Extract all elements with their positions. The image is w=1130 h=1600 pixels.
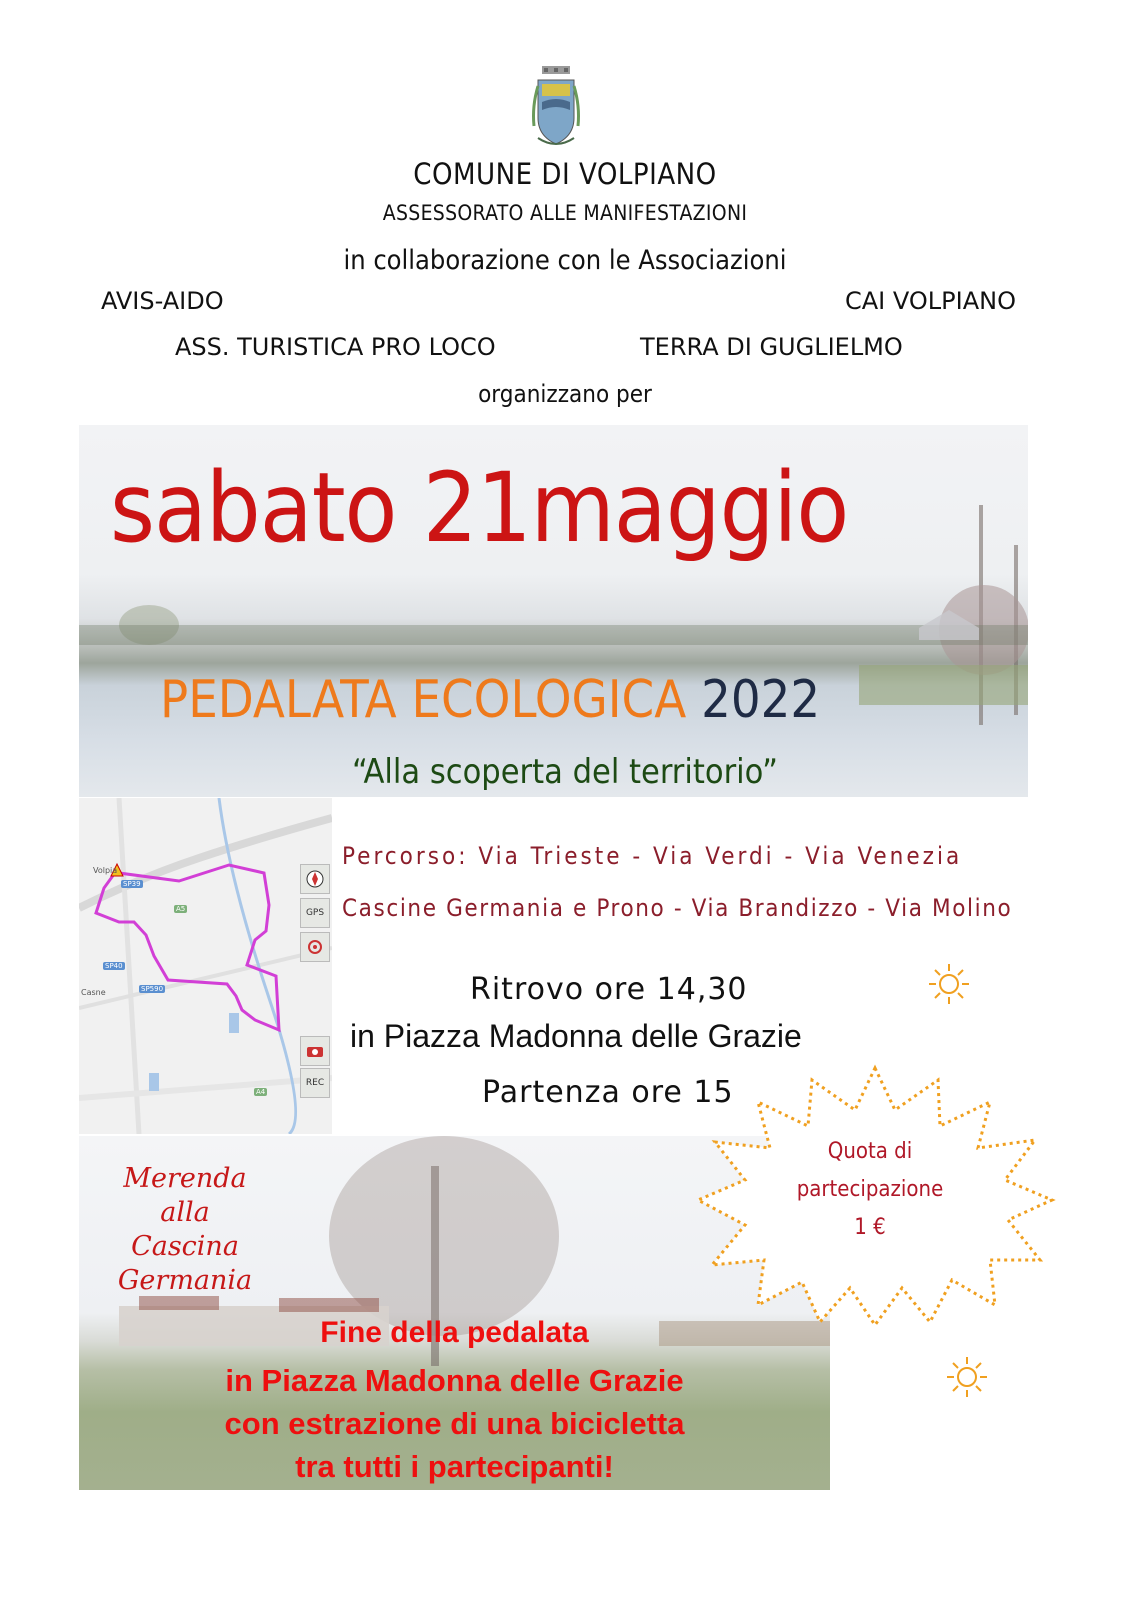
departure-time: Partenza ore 15 [482, 1075, 734, 1110]
record-button[interactable] [300, 1068, 330, 1098]
map-road-label: SP590 [141, 985, 164, 993]
record-label: REC [305, 1078, 325, 1088]
map-road-label: SP39 [123, 880, 141, 888]
town-crest-logo [528, 66, 584, 150]
map-label-casne: Casne [81, 988, 106, 997]
fee-amount: 1 € [854, 1215, 886, 1240]
municipality-title: COMUNE DI VOLPIANO [413, 157, 717, 191]
map-road-label: SP40 [105, 962, 123, 970]
map-road-label: A4 [256, 1088, 266, 1096]
participation-fee [770, 1133, 970, 1247]
route-line-2: Cascine Germania e Prono - Via Brandizzo - Via Molino [342, 894, 1013, 922]
fee-line: partecipazione [796, 1177, 944, 1202]
route-line-1: Percorso: Via Trieste - Via Verdi - Via Venezia [342, 842, 963, 870]
association-avis-aido: AVIS-AIDO [101, 287, 224, 315]
finish-line-3: con estrazione di una bicicletta [224, 1406, 685, 1441]
association-terra-di-guglielmo: TERRA DI GUGLIELMO [640, 333, 903, 361]
association-pro-loco: ASS. TURISTICA PRO LOCO [175, 333, 496, 361]
finish-line-4: tra tutti i partecipanti! [295, 1449, 614, 1484]
meeting-time: Ritrovo ore 14,30 [470, 972, 748, 1007]
gps-label: GPS [305, 908, 325, 918]
collaboration-text: in collaborazione con le Associazioni [343, 245, 787, 276]
snack-note [100, 1162, 270, 1298]
locate-icon[interactable] [300, 932, 330, 962]
meeting-place: in Piazza Madonna delle Grazie [350, 1018, 802, 1054]
event-title [160, 670, 820, 730]
event-date: sabato 21maggio [110, 452, 849, 564]
gps-button[interactable] [300, 898, 330, 928]
compass-icon[interactable] [300, 864, 330, 894]
route-map [79, 798, 332, 1134]
snack-note-line: Cascina [131, 1231, 239, 1262]
event-subtitle: “Alla scoperta del territorio” [352, 752, 778, 792]
sun-icon [927, 962, 971, 1006]
organize-text: organizzano per [478, 380, 652, 408]
snack-note-line: Germania [117, 1265, 253, 1296]
fee-line: Quota di [827, 1139, 913, 1164]
department-title: ASSESSORATO ALLE MANIFESTAZIONI [382, 201, 748, 225]
snack-note-line: Merenda alla [123, 1163, 247, 1228]
event-title-text: PEDALATA ECOLOGICA [160, 670, 687, 730]
finish-line-1: Fine della pedalata [320, 1316, 589, 1349]
finish-line-2: in Piazza Madonna delle Grazie [225, 1363, 684, 1398]
camera-icon[interactable] [300, 1036, 330, 1066]
map-road-label: A5 [176, 905, 186, 913]
sun-icon [945, 1355, 989, 1399]
association-cai: CAI VOLPIANO [845, 287, 1016, 315]
event-year: 2022 [701, 670, 821, 730]
map-label-volpiano: Volpia [93, 866, 118, 875]
